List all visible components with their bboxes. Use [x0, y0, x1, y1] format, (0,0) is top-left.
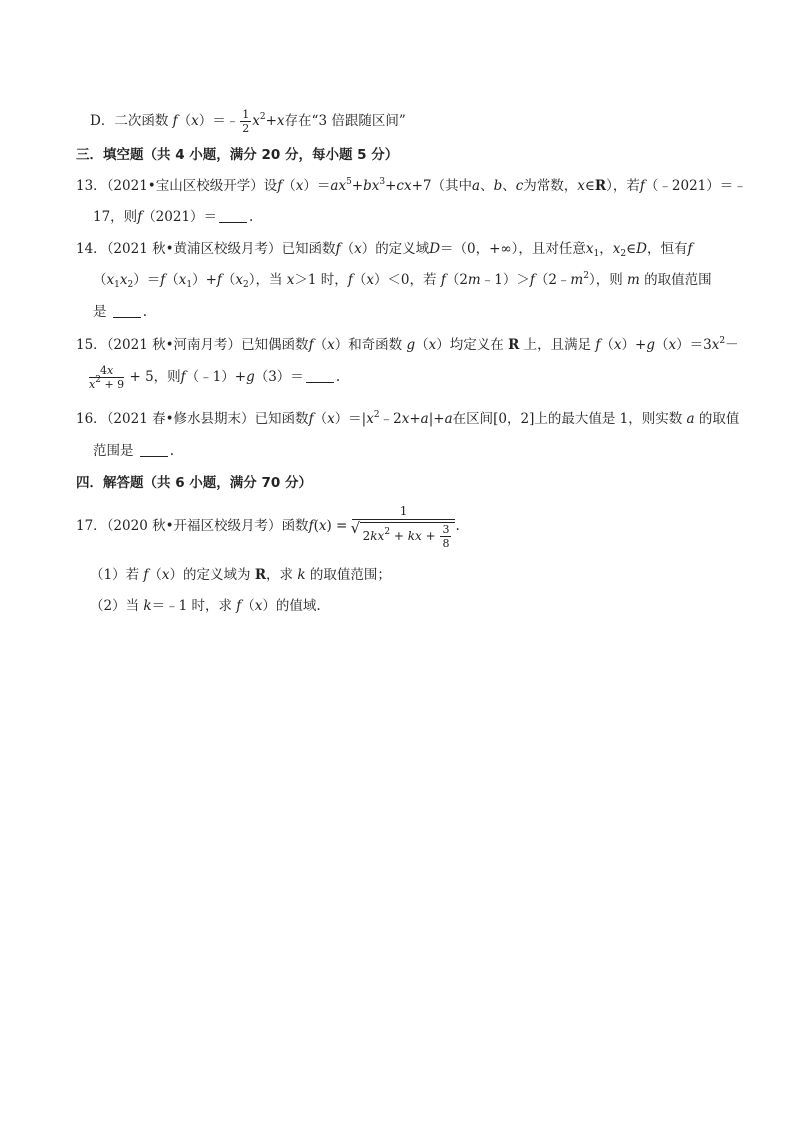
question-15-line-1: 15．（2021 秋•河南月考）已知偶函数f（x）和奇函数 g（x）均定义在 R 上，且满足 $f(x)+g(x)=3x^2-$ — [76, 336, 739, 353]
section-heading-fill-blank: 三．填空题（共 4 小题，满分 20 分，每小题 5 分） — [76, 147, 399, 163]
answer-blank-15[interactable] — [306, 370, 334, 383]
question-16-line-1: 16．（2021 春•修水县期末）已知函数$f(x)=|x^2﹣2x+a|+a$在区间[0，2]上的最大值是 1，则实数 a 的取值 — [76, 410, 740, 427]
question-16-line-2: 范围是 . — [93, 443, 175, 459]
question-14-line-3: 是 . — [93, 304, 148, 320]
answer-blank-14[interactable] — [113, 305, 141, 318]
option-d: D．二次函数 f（x）＝﹣ $\frac{1}{2}$ $x^2+x$存在“3 倍跟随区间” — [90, 108, 406, 135]
answer-blank-13[interactable] — [219, 210, 247, 223]
question-13-line-1: 13．（2021•宝山区校级开学）设$f(x)=ax^5+bx^3+cx+7$（其中a、b、c为常数，x∈R），若f（﹣2021）＝﹣ — [76, 177, 747, 194]
answer-blank-16[interactable] — [140, 444, 168, 457]
question-17-part-2: （2）当 k＝﹣1 时，求 f（x）的值域. — [90, 598, 321, 614]
question-17-part-1: （1）若 f（x）的定义域为 R，求 k 的取值范围； — [90, 567, 391, 583]
question-13-line-2: 17，则f（2021）＝ . — [93, 209, 254, 225]
question-17-line-1: 17．（2020 秋•开福区校级月考）函数f(x) = 1 √ $2kx^2$ + kx + $\frac{3}{8}$ . — [76, 503, 460, 550]
question-14-line-2: $(x_1x_2)=f(x_1)+f(x_2)$，当 x＞1 时，f（x）＜0，若 $f(2m﹣1)>f(2﹣m^2)$，则 m 的取值范围 — [93, 271, 712, 290]
question-14-line-1: 14．（2021 秋•黄浦区校级月考）已知函数f（x）的定义域D＝（0，+∞），且对任意$x_1$，$x_2\in D$，恒有f — [76, 241, 693, 259]
section-heading-answer: 四．解答题（共 6 小题，满分 70 分） — [76, 475, 312, 491]
question-15-line-2: $\frac{4x}{x^2 + 9}$ + 5，则f（﹣1）+g（3）＝ . — [89, 364, 341, 391]
